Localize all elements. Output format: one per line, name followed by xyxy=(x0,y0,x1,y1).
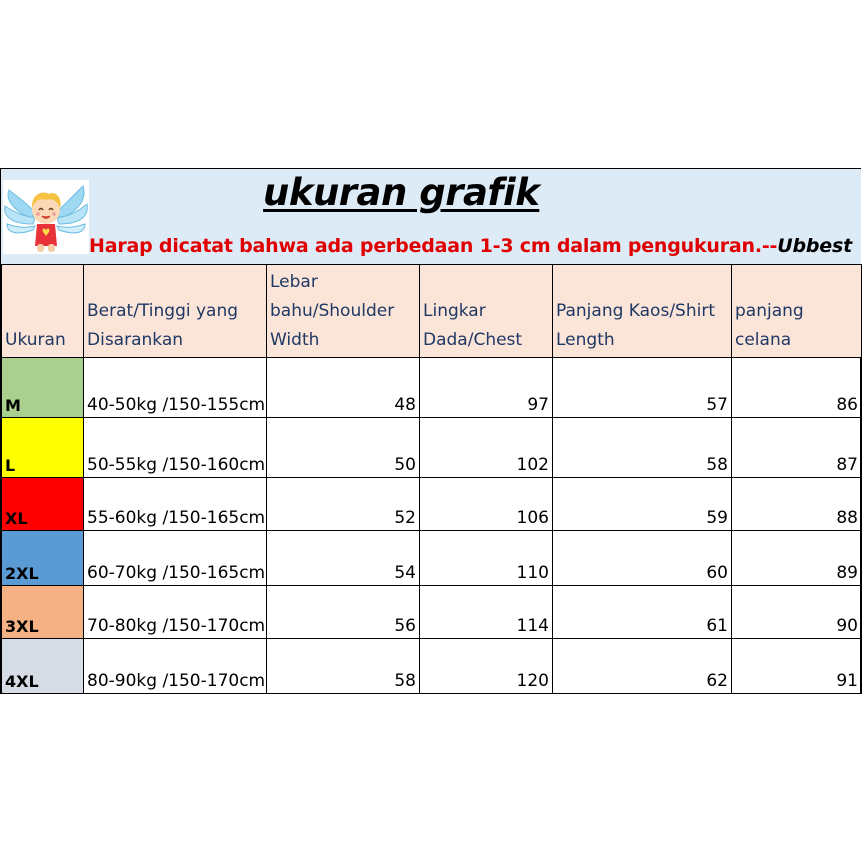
size-cell: 3XL xyxy=(2,586,84,639)
table-row xyxy=(2,478,862,531)
shoulder-cell: 58 xyxy=(267,639,420,694)
recommended-cell: 55-60kg /150-165cm xyxy=(84,478,267,531)
size-cell: XL xyxy=(2,478,84,531)
shoulder-cell: 50 xyxy=(267,418,420,478)
shoulder-cell: 52 xyxy=(267,478,420,531)
measurement-note xyxy=(89,235,852,257)
header-chest: Lingkar Dada/Chest xyxy=(420,265,553,358)
header-shirt-length: Panjang Kaos/Shirt Length xyxy=(553,265,732,358)
shirt-length-cell: 57 xyxy=(553,358,732,418)
size-cell: M xyxy=(2,358,84,418)
pants-length-cell: 87 xyxy=(732,418,862,478)
table-row xyxy=(2,586,862,639)
size-chart-sheet xyxy=(0,168,861,694)
chest-cell: 102 xyxy=(420,418,553,478)
shirt-length-cell: 61 xyxy=(553,586,732,639)
shoulder-cell: 56 xyxy=(267,586,420,639)
note-text: Harap dicatat bahwa ada perbedaan 1-3 cm dalam pengukuran.-- xyxy=(89,235,778,257)
recommended-cell: 80-90kg /150-170cm xyxy=(84,639,267,694)
shirt-length-cell: 59 xyxy=(553,478,732,531)
header-size: Ukuran xyxy=(2,265,84,358)
chest-cell: 97 xyxy=(420,358,553,418)
chart-banner xyxy=(1,169,861,264)
angel-cherub-icon xyxy=(3,180,89,254)
table-row xyxy=(2,531,862,586)
chart-title: ukuran grafik xyxy=(263,171,540,214)
chest-cell: 114 xyxy=(420,586,553,639)
recommended-cell: 70-80kg /150-170cm xyxy=(84,586,267,639)
pants-length-cell: 91 xyxy=(732,639,862,694)
shoulder-cell: 48 xyxy=(267,358,420,418)
size-cell: 2XL xyxy=(2,531,84,586)
shirt-length-cell: 62 xyxy=(553,639,732,694)
header-recommended: Berat/Tinggi yang Disarankan xyxy=(84,265,267,358)
shoulder-cell: 54 xyxy=(267,531,420,586)
recommended-cell: 50-55kg /150-160cm xyxy=(84,418,267,478)
pants-length-cell: 88 xyxy=(732,478,862,531)
size-cell: L xyxy=(2,418,84,478)
size-table xyxy=(1,264,862,694)
recommended-cell: 60-70kg /150-165cm xyxy=(84,531,267,586)
header-shoulder: Lebar bahu/Shoulder Width xyxy=(267,265,420,358)
table-row xyxy=(2,358,862,418)
size-cell: 4XL xyxy=(2,639,84,694)
shirt-length-cell: 58 xyxy=(553,418,732,478)
pants-length-cell: 89 xyxy=(732,531,862,586)
chest-cell: 106 xyxy=(420,478,553,531)
table-header-row xyxy=(2,265,862,358)
brand-name: Ubbest xyxy=(777,235,852,257)
table-row xyxy=(2,639,862,694)
header-pants-length: panjang celana xyxy=(732,265,862,358)
chest-cell: 110 xyxy=(420,531,553,586)
pants-length-cell: 90 xyxy=(732,586,862,639)
table-row xyxy=(2,418,862,478)
shirt-length-cell: 60 xyxy=(553,531,732,586)
chest-cell: 120 xyxy=(420,639,553,694)
pants-length-cell: 86 xyxy=(732,358,862,418)
recommended-cell: 40-50kg /150-155cm xyxy=(84,358,267,418)
